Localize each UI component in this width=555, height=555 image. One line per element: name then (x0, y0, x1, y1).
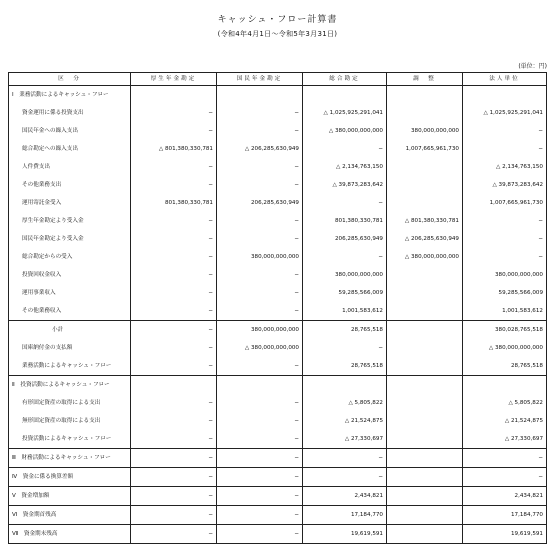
cell-value: − (131, 284, 217, 302)
cell-value (387, 321, 463, 340)
row-label-text: 運用事業収入 (22, 290, 56, 296)
table-row (9, 302, 547, 321)
row-label-text: Ⅱ 投資活動によるキャッシュ・フロー (12, 382, 110, 388)
cell-value (387, 487, 463, 506)
cell-value: − (217, 212, 303, 230)
cell-value: − (463, 212, 547, 230)
row-label (9, 248, 131, 266)
cell-value: 801,380,330,781 (303, 212, 387, 230)
cell-value: − (463, 140, 547, 158)
row-label (9, 357, 131, 376)
cell-value: △ 2,134,763,150 (463, 158, 547, 176)
cell-value: − (217, 412, 303, 430)
cell-value: − (131, 468, 217, 487)
cell-value (217, 376, 303, 395)
cell-value: 1,007,665,961,730 (463, 194, 547, 212)
cell-value: 380,000,000,000 (303, 266, 387, 284)
cell-value (463, 86, 547, 105)
header-sogo: 総合勘定 (303, 73, 387, 86)
cell-value: − (131, 430, 217, 449)
cell-value: − (131, 266, 217, 284)
row-label (9, 266, 131, 284)
table-row (9, 430, 547, 449)
cell-value: △ 206,285,630,949 (387, 230, 463, 248)
table-row (9, 487, 547, 506)
cell-value: − (131, 449, 217, 468)
cell-value: − (463, 122, 547, 140)
row-label (9, 321, 131, 340)
row-label (9, 376, 131, 395)
cell-value: − (217, 176, 303, 194)
cell-value: △ 380,000,000,000 (217, 339, 303, 357)
cell-value: △ 1,025,925,291,041 (303, 104, 387, 122)
row-label (9, 140, 131, 158)
cell-value (387, 394, 463, 412)
cell-value (303, 376, 387, 395)
cell-value: − (303, 140, 387, 158)
cell-value: − (131, 321, 217, 340)
cell-value (387, 158, 463, 176)
cell-value: 2,434,821 (303, 487, 387, 506)
cell-value (217, 86, 303, 105)
cell-value: − (131, 176, 217, 194)
row-label (9, 86, 131, 105)
row-label-text: 小計 (52, 327, 64, 333)
cell-value: △ 5,805,822 (303, 394, 387, 412)
cell-value: − (217, 357, 303, 376)
cell-value: 59,285,566,009 (303, 284, 387, 302)
row-label-text: 運用寄託金受入 (22, 200, 62, 206)
cell-value: △ 21,524,875 (463, 412, 547, 430)
row-label (9, 122, 131, 140)
row-label (9, 302, 131, 321)
cell-value: − (463, 468, 547, 487)
cell-value: 1,001,583,612 (463, 302, 547, 321)
cell-value: 206,285,630,949 (217, 194, 303, 212)
cell-value: − (463, 248, 547, 266)
row-label-text: Ⅶ 資金期末残高 (12, 531, 58, 537)
cell-value: − (217, 104, 303, 122)
row-label-text: 国庫納付金の支払額 (22, 345, 73, 351)
cell-value: 380,000,000,000 (387, 122, 463, 140)
cell-value: 380,000,000,000 (463, 266, 547, 284)
row-label-text: 総合勘定への繰入支出 (22, 146, 78, 152)
row-label (9, 394, 131, 412)
cell-value (463, 376, 547, 395)
row-label-text: 業務活動によるキャッシュ・フロー (22, 363, 112, 369)
cell-value: 59,285,566,009 (463, 284, 547, 302)
table-row (9, 321, 547, 340)
row-label-text: 総合勘定からの受入 (22, 254, 73, 260)
cell-value: △ 380,000,000,000 (463, 339, 547, 357)
header-category: 区 分 (9, 73, 131, 86)
table-row (9, 284, 547, 302)
row-label-text: その他業務支出 (22, 182, 62, 188)
table-row (9, 357, 547, 376)
cell-value (387, 284, 463, 302)
cell-value: − (217, 302, 303, 321)
cell-value (303, 86, 387, 105)
row-label (9, 412, 131, 430)
cell-value: − (131, 357, 217, 376)
table-row (9, 266, 547, 284)
table-row (9, 86, 547, 105)
row-label (9, 212, 131, 230)
row-label-text: Ⅵ 資金期首残高 (12, 512, 57, 518)
cell-value: − (303, 449, 387, 468)
cell-value: − (217, 468, 303, 487)
cell-value (387, 86, 463, 105)
row-label (9, 158, 131, 176)
cell-value: 19,619,591 (303, 525, 387, 544)
table-row (9, 140, 547, 158)
cell-value (387, 339, 463, 357)
row-label-text: 無形固定資産の取得による支出 (22, 418, 101, 424)
row-label (9, 525, 131, 544)
table-row (9, 176, 547, 194)
cell-value: − (131, 394, 217, 412)
row-label-text: Ⅰ 業務活動によるキャッシュ・フロー (12, 92, 109, 98)
row-label-text: Ⅴ 資金増加額 (12, 493, 50, 499)
cell-value: △ 801,380,330,781 (387, 212, 463, 230)
table-row (9, 449, 547, 468)
header-adjustment: 調 整 (387, 73, 463, 86)
row-label-text: 資金運用に係る投資支出 (22, 110, 84, 116)
row-label (9, 449, 131, 468)
row-label-text: 投資回収金収入 (22, 272, 62, 278)
cell-value: △ 380,000,000,000 (387, 248, 463, 266)
table-row (9, 412, 547, 430)
row-label-text: 国民年金勘定より受入金 (22, 236, 84, 242)
cell-value: 28,765,518 (303, 357, 387, 376)
cell-value: − (131, 122, 217, 140)
table-row (9, 122, 547, 140)
cell-value: 380,028,765,518 (463, 321, 547, 340)
cell-value: 19,619,591 (463, 525, 547, 544)
table-row (9, 468, 547, 487)
cell-value: △ 27,330,697 (463, 430, 547, 449)
cell-value: 380,000,000,000 (217, 248, 303, 266)
table-row (9, 104, 547, 122)
cell-value (387, 506, 463, 525)
cell-value: − (217, 158, 303, 176)
cell-value: − (463, 230, 547, 248)
cell-value: △ 27,330,697 (303, 430, 387, 449)
row-label (9, 468, 131, 487)
unit-label: (単位：円) (518, 63, 547, 70)
cell-value: △ 206,285,630,949 (217, 140, 303, 158)
cell-value: 2,434,821 (463, 487, 547, 506)
cell-value (131, 376, 217, 395)
cell-value: − (217, 525, 303, 544)
cell-value: − (217, 122, 303, 140)
cash-flow-table (8, 72, 547, 544)
table-row (9, 158, 547, 176)
cell-value (387, 525, 463, 544)
cell-value (131, 86, 217, 105)
cell-value: 28,765,518 (463, 357, 547, 376)
cell-value (387, 468, 463, 487)
cell-value: − (131, 339, 217, 357)
row-label-text: 国民年金への繰入支出 (22, 128, 78, 134)
header-kosei-nenkin: 厚生年金勘定 (131, 73, 217, 86)
table-row (9, 212, 547, 230)
cell-value: − (131, 506, 217, 525)
cell-value: 17,184,770 (303, 506, 387, 525)
row-label (9, 230, 131, 248)
cell-value: △ 39,873,283,642 (303, 176, 387, 194)
row-label-text: 投資活動によるキャッシュ・フロー (22, 436, 112, 442)
cell-value: △ 39,873,283,642 (463, 176, 547, 194)
table-row (9, 525, 547, 544)
row-label-text: 有形固定資産の取得による支出 (22, 400, 101, 406)
row-label-text: 人件費支出 (22, 164, 50, 170)
table-row (9, 230, 547, 248)
row-label (9, 176, 131, 194)
cell-value: 17,184,770 (463, 506, 547, 525)
cell-value: 801,380,330,781 (131, 194, 217, 212)
table-row (9, 339, 547, 357)
table-row (9, 194, 547, 212)
cell-value: 28,765,518 (303, 321, 387, 340)
cell-value: − (217, 230, 303, 248)
cell-value: 380,000,000,000 (217, 321, 303, 340)
cell-value: − (131, 525, 217, 544)
row-label (9, 284, 131, 302)
cell-value (387, 104, 463, 122)
cell-value: △ 380,000,000,000 (303, 122, 387, 140)
cell-value: − (131, 212, 217, 230)
row-label (9, 430, 131, 449)
cell-value: − (131, 412, 217, 430)
cell-value: △ 1,025,925,291,041 (463, 104, 547, 122)
cell-value: − (303, 339, 387, 357)
header-corporate-total: 法人単位 (463, 73, 547, 86)
row-label (9, 339, 131, 357)
cell-value (387, 266, 463, 284)
cell-value (387, 430, 463, 449)
cell-value: − (131, 158, 217, 176)
cell-value: △ 21,524,875 (303, 412, 387, 430)
cell-value: − (131, 487, 217, 506)
cell-value: △ 5,805,822 (463, 394, 547, 412)
cell-value: − (303, 468, 387, 487)
table-row (9, 376, 547, 395)
row-label (9, 487, 131, 506)
cell-value: − (131, 248, 217, 266)
cell-value: − (131, 230, 217, 248)
cell-value (387, 376, 463, 395)
cell-value: 1,001,583,612 (303, 302, 387, 321)
row-label-text: その他業務収入 (22, 308, 62, 314)
row-label (9, 194, 131, 212)
table-row (9, 394, 547, 412)
table-header-row (9, 73, 547, 86)
cell-value: 206,285,630,949 (303, 230, 387, 248)
cell-value: △ 2,134,763,150 (303, 158, 387, 176)
row-label (9, 506, 131, 525)
row-label-text: 厚生年金勘定より受入金 (22, 218, 84, 224)
row-label-text: Ⅳ 資金に係る換算差額 (12, 474, 74, 480)
row-label (9, 104, 131, 122)
cell-value: 1,007,665,961,730 (387, 140, 463, 158)
page-title: キャッシュ・フロー計算書 (217, 15, 338, 25)
cell-value: − (131, 302, 217, 321)
table-row (9, 248, 547, 266)
cell-value (387, 176, 463, 194)
cell-value: △ 801,380,330,781 (131, 140, 217, 158)
cell-value: − (131, 104, 217, 122)
cell-value: − (303, 194, 387, 212)
cell-value (387, 412, 463, 430)
cell-value (387, 357, 463, 376)
cell-value (387, 194, 463, 212)
cell-value: − (217, 284, 303, 302)
table-row (9, 506, 547, 525)
cell-value: − (217, 430, 303, 449)
row-label-text: Ⅲ 財務活動によるキャッシュ・フロー (12, 455, 111, 461)
cell-value: − (303, 248, 387, 266)
cell-value (387, 302, 463, 321)
cell-value: − (217, 506, 303, 525)
cell-value: − (217, 487, 303, 506)
cell-value: − (463, 449, 547, 468)
fiscal-period: (令和4年4月1日～令和5年3月31日) (217, 30, 338, 38)
cell-value: − (217, 266, 303, 284)
cell-value (387, 449, 463, 468)
cell-value: − (217, 449, 303, 468)
cell-value: − (217, 394, 303, 412)
header-kokumin-nenkin: 国民年金勘定 (217, 73, 303, 86)
